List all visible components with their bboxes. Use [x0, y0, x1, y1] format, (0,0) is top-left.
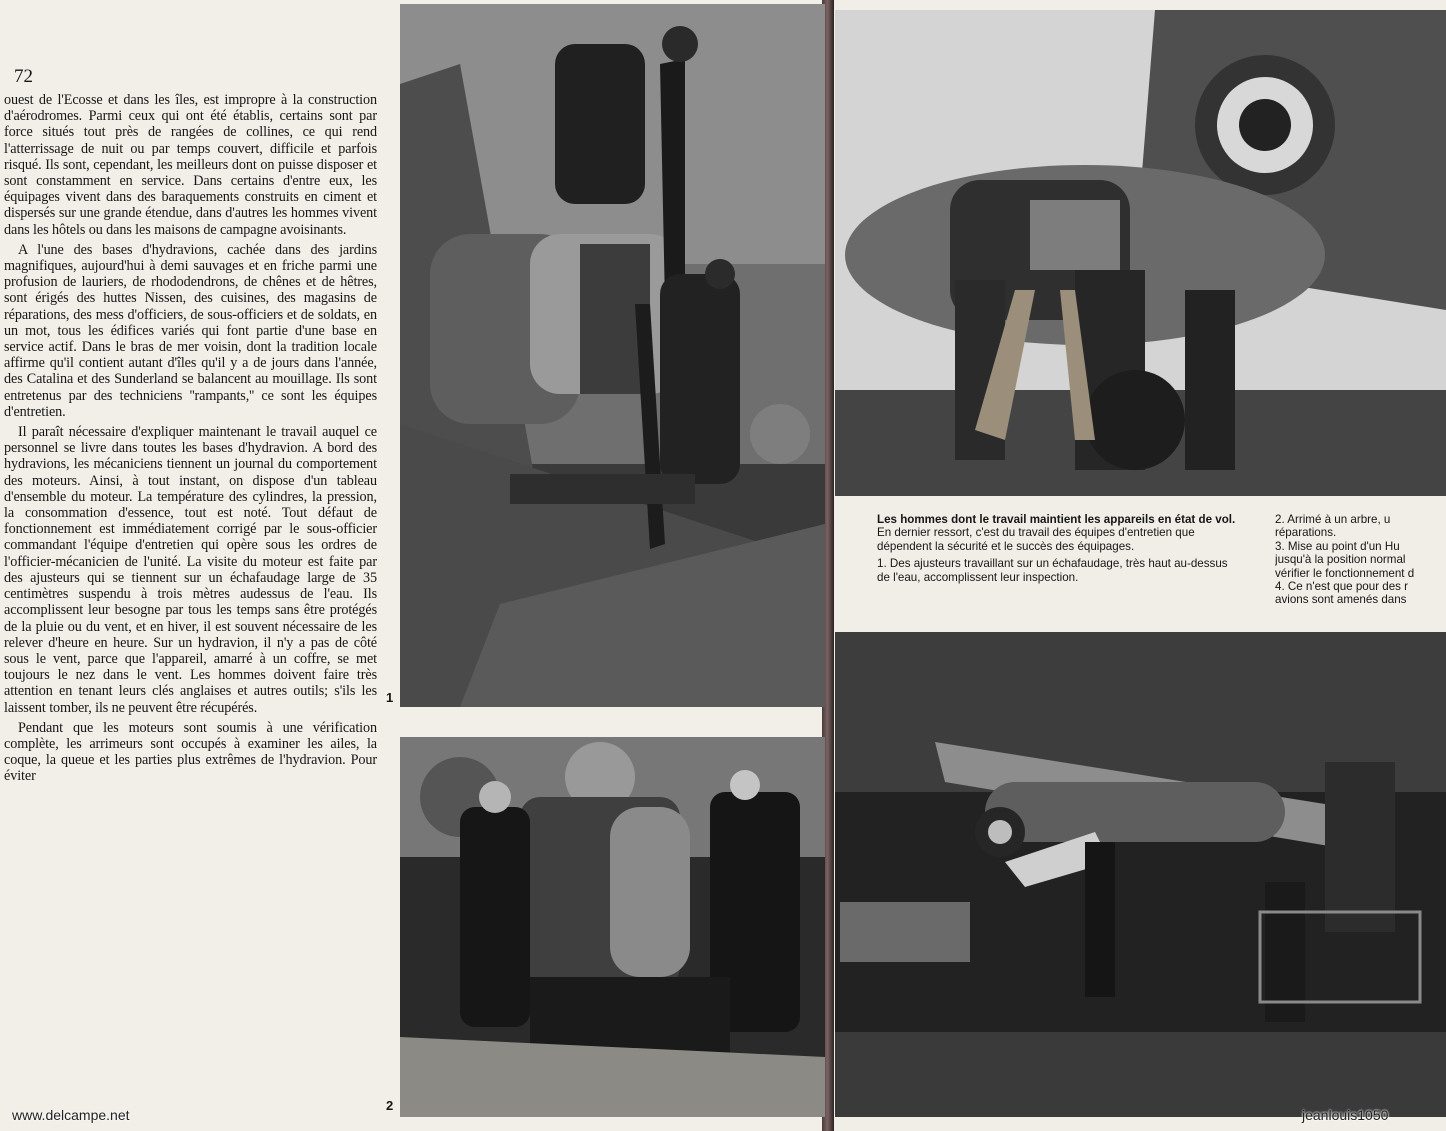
caption-title: Les hommes dont le travail maintient les appareils en état de vol. — [877, 513, 1236, 526]
caption-right-line: réparations. — [1275, 526, 1337, 540]
caption-text: En dernier ressort, c'est du travail des équipes d'entretien que dépendent la sécurité et le succès des équipages. — [877, 526, 1195, 553]
article-paragraph: Pendant que les moteurs sont soumis à une vérification complète, les arrimeurs sont occupés à examiner les ailes, la coque, la queue et les parties plus extrêmes de l'hydravion. Pour éviter — [4, 719, 377, 785]
photo-seaplane-engine — [400, 4, 825, 707]
photo-engine-repair — [400, 737, 825, 1117]
caption-right-line: 4. Ce n'est que pour des r — [1275, 580, 1409, 594]
watermark-site: www.delcampe.net — [12, 1107, 130, 1123]
photo-number-2: 2 — [386, 1098, 394, 1113]
caption-right-line: vérifier le fonctionnement d — [1275, 566, 1415, 580]
watermark-user: jeanlouis1050 — [1302, 1107, 1389, 1123]
caption-item-1: 1. Des ajusteurs travaillant sur un échafaudage, très haut au-dessus de l'eau, accomplissent leur inspection. — [877, 557, 1228, 584]
article-paragraph: Il paraît nécessaire d'expliquer maintenant le travail auquel ce personnel se livre dans toutes les bases d'hydravion. A bord des hydravions, les mécaniciens tiennent un journal du comportement des moteurs. Ainsi, à tout instant, on dispose d'un tableau d'ensemble du moteur. La température des cylindres, la pression, la consommation d'essence, tout est noté. Tout défaut de fonctionnement est immédiatement corrigé par le sous-officier commandant l'équipe d'entretien qui opère sous les ordres de l'officier-mécanicien de l'unité. La visite du moteur est faite par des ajusteurs qui se tiennent sur un échafaudage large de 35 centimètres suspendu à trois mètres audessus de l'eau. Ils accomplissent leur besogne par tous les temps sans être protégés de la pluie ou du vent, et en hiver, il est souvent nécessaire de les relever d'heure en heure. Sur un hydravion, il n'y a pas de côté sous le vent, parce que l'appareil, amarré à un coffre, se met toujours le nez dans le vent. Les hommes doivent faire très attention en tenant leurs clés anglaises et autres outils; s'ils les laissent tomber, ils ne peuvent être récupérés. — [4, 424, 377, 716]
photo-aircraft-maintenance — [835, 10, 1446, 496]
caption-right-line: 3. Mise au point d'un Hu — [1275, 539, 1400, 553]
caption-right-line: 2. Arrimé à un arbre, u — [1275, 513, 1391, 526]
article-text — [4, 92, 377, 789]
caption-block — [877, 513, 1239, 584]
photo-number-1: 1 — [386, 690, 394, 705]
caption-right-line: avions sont amenés dans — [1275, 593, 1407, 607]
article-paragraph: A l'une des bases d'hydravions, cachée dans des jardins magnifiques, aujourd'hui à demi sauvages et en friche parmi une profusion de lauriers, de rhododendrons, de chênes et de hêtres, sont érigés des huttes Nissen, des cuisines, des magasins de réparations, des mess d'officiers, de sous-officiers et de soldats, en un mot, tous les édifices variés qui font partie d'une base en service actif. Dans le bras de mer voisin, dont la tradition locale affirme qu'il contient autant d'îles qu'il y a de jours dans l'année, des Catalina et des Sunderland se balancent au mouillage. Ils sont entretenus par des techniciens ''rampants,'' ce sont les équipes d'entretien. — [4, 241, 377, 420]
photo-hangar — [835, 632, 1446, 1117]
caption-right-column — [1275, 513, 1446, 607]
caption-right-line: jusqu'à la position normal — [1275, 553, 1406, 567]
article-paragraph: ouest de l'Ecosse et dans les îles, est impropre à la construction d'aérodromes. Parmi ceux qui ont été établis, certains sont par force situés tout près de rangées de collines, ce qui rend l'atterrissage de nuit ou par temps couvert, difficile et parfois risqué. Ils sont, cependant, les meilleurs dont on puisse disposer et sont constamment en service. Dans certains d'entre eux, les équipages vivent dans des baraquements construits en ciment et dispersés sur une grande étendue, dans d'autres les hommes vivent dans les hôtels ou dans les maisons de campagne avoisinants. — [4, 92, 377, 238]
page-number: 72 — [14, 66, 33, 87]
